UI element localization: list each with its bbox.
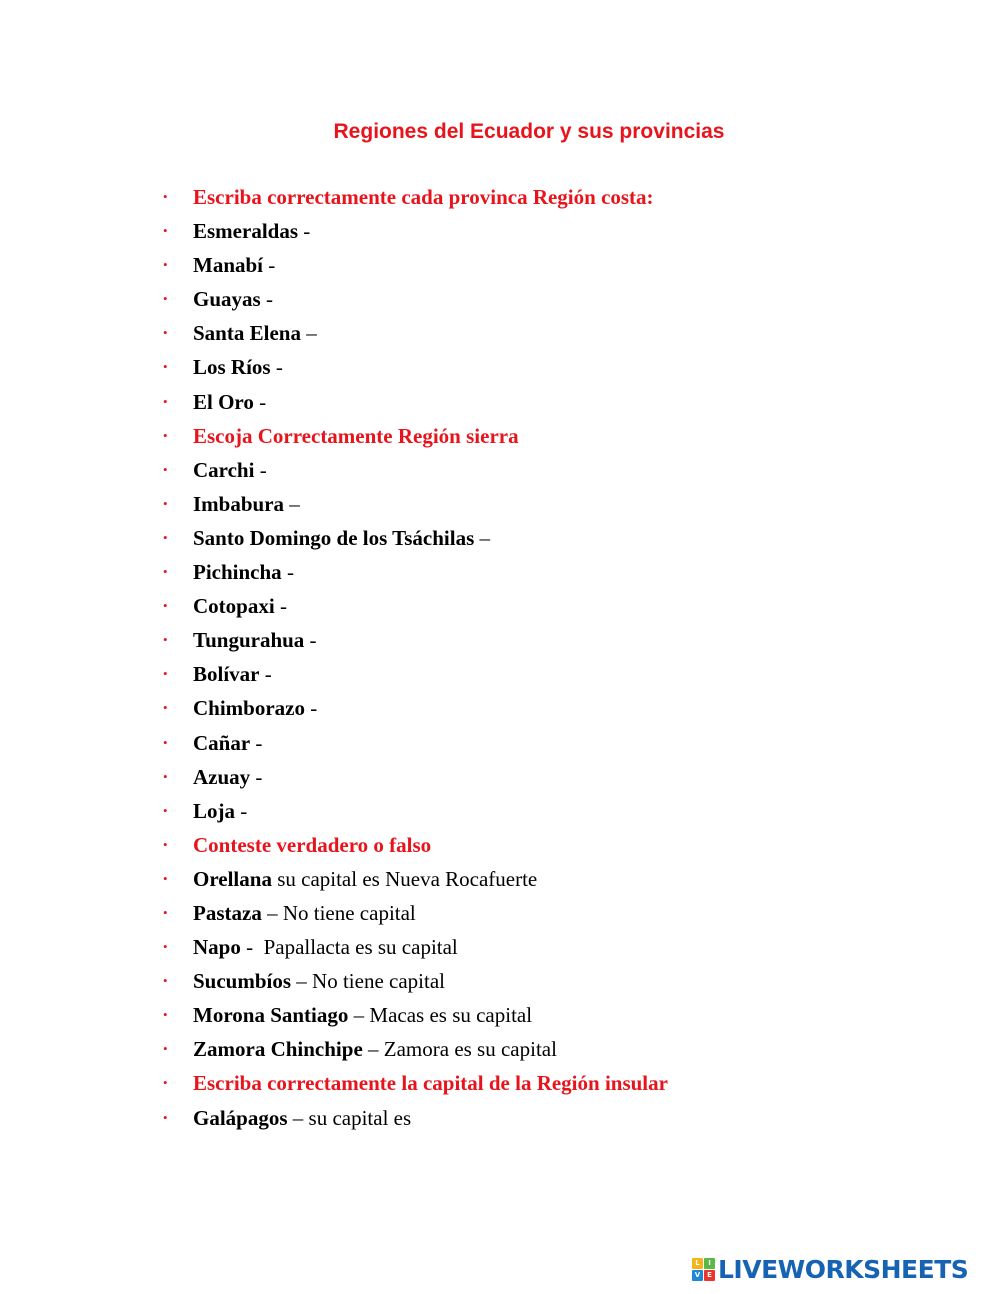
bullet-icon: •: [163, 393, 168, 409]
province-name: Morona Santiago: [193, 1003, 349, 1028]
province-detail: –: [284, 491, 300, 516]
bullet-icon: •: [163, 461, 168, 477]
province-name: Santa Elena: [193, 321, 301, 346]
province-name: Zamora Chinchipe: [193, 1037, 363, 1062]
bullet-icon: •: [163, 598, 168, 614]
province-name: Pastaza: [193, 900, 262, 925]
province-name: Galápagos: [193, 1105, 288, 1130]
bullet-icon: •: [163, 904, 168, 920]
bullet-icon: •: [163, 1007, 168, 1023]
list-item: [162, 760, 668, 794]
province-detail: -: [254, 457, 267, 482]
list-item: [162, 350, 668, 384]
list-item: [162, 657, 668, 691]
province-name: Azuay: [193, 764, 251, 789]
province-detail: -: [298, 219, 311, 244]
bullet-icon: •: [163, 1075, 168, 1091]
section-heading: [162, 419, 668, 453]
province-detail: – No tiene capital: [261, 900, 416, 925]
province-name: Guayas: [193, 287, 261, 312]
province-detail: -: [281, 560, 294, 585]
list-item: [162, 862, 668, 896]
province-name: Cotopaxi: [193, 594, 275, 619]
list-item: [162, 521, 668, 555]
province-name: Loja: [193, 798, 235, 823]
province-name: Manabí: [193, 253, 264, 278]
province-name: Los Ríos: [193, 355, 271, 380]
province-name: Chimborazo: [193, 696, 305, 721]
section-heading-text: Escriba correctamente cada provinca Región costa:: [193, 185, 654, 209]
list-item: [162, 555, 668, 589]
page-title: Regiones del Ecuador y sus provincias: [333, 120, 725, 143]
section-heading-text: Escoja Correctamente Región sierra: [193, 423, 519, 448]
province-name: Napo: [193, 935, 241, 960]
province-detail: -: [260, 287, 273, 312]
province-detail: -: [274, 594, 287, 619]
list-item: [162, 964, 668, 998]
section-heading: [162, 1066, 668, 1100]
logo-tile: V: [692, 1270, 703, 1281]
bullet-icon: •: [163, 189, 168, 204]
list-item: [162, 1032, 668, 1066]
bullet-icon: •: [163, 802, 168, 818]
province-name: Cañar: [193, 730, 251, 755]
list-item: [162, 385, 668, 419]
list-item: [162, 794, 668, 828]
list-item: [162, 691, 668, 725]
list-item: [162, 623, 668, 657]
province-name: Sucumbíos: [193, 969, 292, 994]
bullet-icon: •: [163, 495, 168, 511]
bullet-icon: •: [163, 427, 168, 443]
province-name: El Oro: [193, 389, 254, 414]
bullet-icon: •: [163, 291, 168, 307]
bullet-icon: •: [163, 223, 168, 239]
bullet-icon: •: [163, 632, 168, 648]
logo-tile: I: [704, 1258, 715, 1269]
province-name: Tungurahua: [193, 628, 305, 653]
liveworksheets-logo: [692, 1252, 968, 1286]
province-detail: -: [305, 696, 318, 721]
province-detail: - Papallacta es su capital: [240, 935, 458, 960]
bullet-icon: •: [163, 836, 168, 852]
bullet-icon: •: [163, 973, 168, 989]
bullet-icon: •: [163, 1041, 168, 1057]
logo-tile: E: [704, 1270, 715, 1281]
province-detail: -: [250, 730, 263, 755]
list-item: [162, 930, 668, 964]
province-detail: -: [235, 798, 248, 823]
section-heading: [162, 180, 668, 214]
list-item: [162, 316, 668, 350]
bullet-icon: •: [163, 325, 168, 341]
province-detail: – su capital es: [287, 1105, 412, 1130]
list-item: [162, 726, 668, 760]
bullet-icon: •: [163, 257, 168, 273]
province-detail: su capital es Nueva Rocafuerte: [271, 866, 538, 891]
bullet-icon: •: [163, 939, 168, 955]
section-heading: [162, 828, 668, 862]
bullet-icon: •: [163, 666, 168, 682]
province-detail: -: [270, 355, 283, 380]
province-name: Bolívar: [193, 662, 260, 687]
list-item: [162, 214, 668, 248]
province-detail: –: [300, 321, 317, 346]
list-item: [162, 589, 668, 623]
province-name: Pichincha: [193, 560, 282, 585]
list-item: [162, 248, 668, 282]
bullet-icon: •: [163, 359, 168, 375]
province-detail: -: [253, 389, 267, 414]
liveworksheets-logo-icon: [692, 1258, 715, 1281]
bullet-icon: •: [163, 768, 168, 784]
province-detail: -: [263, 253, 276, 278]
liveworksheets-logo-text: LIVEWORKSHEETS: [718, 1254, 969, 1284]
province-name: Santo Domingo de los Tsáchilas: [193, 525, 475, 550]
province-name: Esmeraldas: [193, 219, 298, 244]
province-list: [162, 180, 668, 1135]
province-name: Imbabura: [193, 491, 285, 516]
province-detail: -: [250, 764, 263, 789]
bullet-icon: •: [163, 529, 168, 545]
list-item: [162, 453, 668, 487]
list-item: [162, 487, 668, 521]
province-detail: -: [259, 662, 272, 687]
province-name: Orellana: [193, 866, 272, 891]
province-name: Carchi: [193, 457, 255, 482]
list-item: [162, 896, 668, 930]
list-item: [162, 998, 668, 1032]
section-heading-text: Escriba correctamente la capital de la Región insular: [193, 1071, 668, 1096]
province-detail: –: [474, 525, 490, 550]
bullet-icon: •: [163, 700, 168, 716]
list-item: [162, 1101, 668, 1135]
section-heading-text: Conteste verdadero o falso: [193, 832, 432, 857]
province-detail: – Zamora es su capital: [362, 1037, 557, 1062]
bullet-icon: •: [163, 734, 168, 750]
province-detail: -: [304, 628, 317, 653]
logo-tile: L: [692, 1258, 703, 1269]
province-detail: – Macas es su capital: [348, 1003, 533, 1028]
list-item: [162, 282, 668, 316]
bullet-icon: •: [163, 870, 168, 886]
bullet-icon: •: [163, 564, 168, 580]
province-detail: – No tiene capital: [291, 969, 445, 994]
bullet-icon: •: [163, 1109, 168, 1125]
